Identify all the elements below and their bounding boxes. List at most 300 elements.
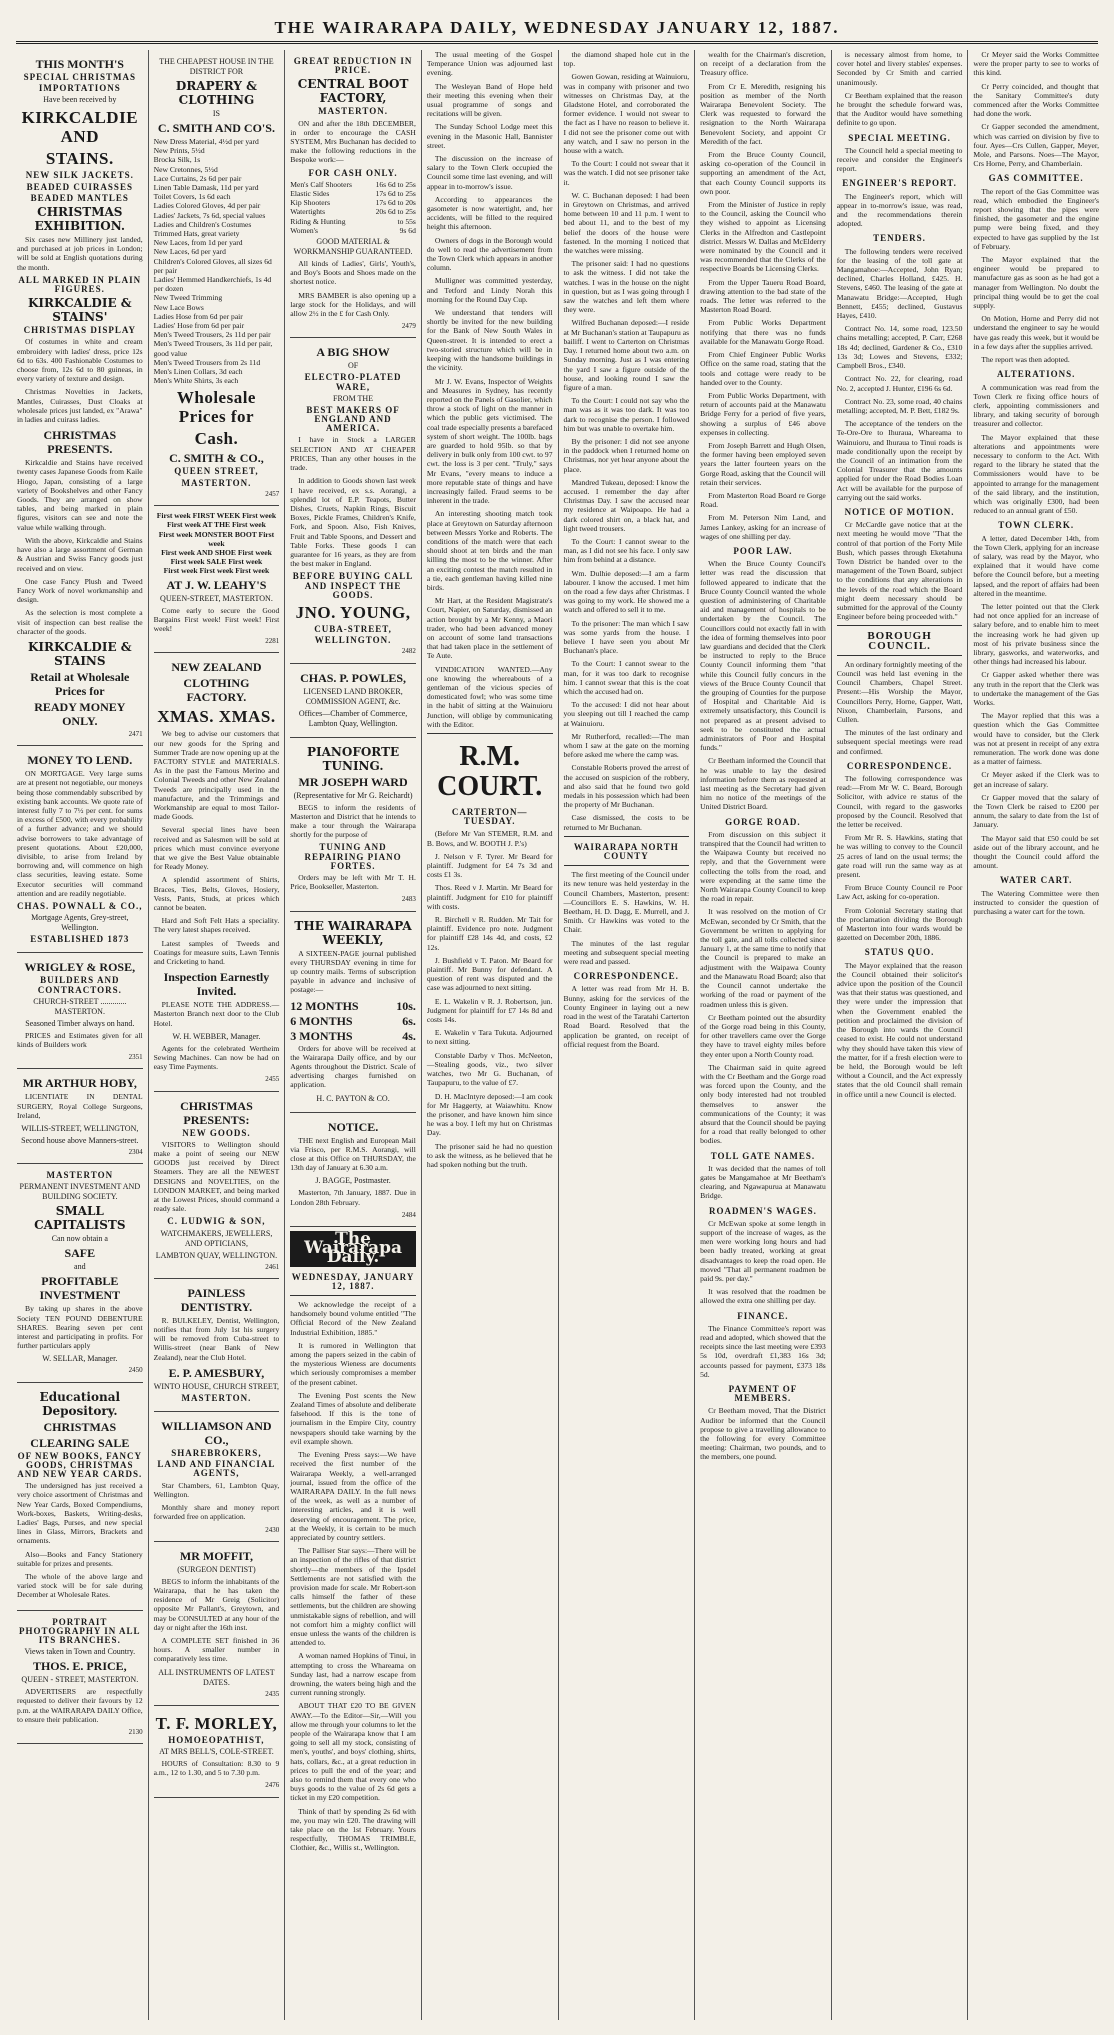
subscription-row (290, 1029, 416, 1044)
column-3 (285, 50, 422, 2020)
article-paragraph: Mulligner was committed yesterday, and Tetford and Lindy Norah this morning for the Round Day Cup. (426, 276, 553, 304)
ad-text: One case Fancy Plush and Tweed Fancy Work of novel workmanship and design. (17, 576, 143, 605)
section-heading: CORRESPONDENCE. (573, 971, 679, 982)
article-paragraph: W. C. Buchanan deposed: I had been in Greytown on Christmas, and arrived home between 10 and 11 p.m. I went to bed about 11, and to the best of my belief the doors of the house were fastened. In the morning I noticed that the watches were missing. (563, 190, 690, 256)
ad-text: LAMBTON QUAY, WELLINGTON. (155, 1250, 278, 1260)
article-paragraph: The Evening Post scents the New Zealand Times of absolute and deliberate falsehood. If this is the tone of journalism in the Empire City, country newspapers should take warning by the evil example shown. (290, 1390, 416, 1446)
article-paragraph: Owners of dogs in the Borough would do well to read the advertisement from the Town Clerk which appears in another column. (426, 235, 553, 273)
boot-item: Kip Shooters (290, 198, 331, 208)
section-heading: WATER CART. (1000, 875, 1073, 886)
ad-line: MASTERTON. (181, 477, 252, 488)
wrigley-rose-ad (17, 953, 143, 1069)
ad-number: 2435 (265, 1689, 280, 1698)
article-paragraph: From Cr E. Meredith, resigning his position as member of the North Wairarapa Benevolent Society. The Clerk was requested to forward the resignation to the North Wairarapa Benevolent Society, and appoint Cr Meredith of the fact. (700, 81, 826, 146)
ad-brand: C. SMITH AND CO'S. (157, 121, 275, 135)
price-list-item: New Lace Bows (153, 302, 204, 312)
subscription-term: 6 MONTHS (290, 1013, 353, 1028)
article-paragraph: The report of the Gas Committee was read, which embodied the Engineer's report showing that the pipes were finished, the gasometer and the engine pump were being fixed, and they expected to have gas supplied by the 1st of February. (973, 186, 1099, 251)
ad-text: Hard and Soft Felt Hats a speciality. The very latest shapes received. (153, 916, 280, 935)
building-society-ad (17, 1164, 143, 1382)
price-list-item: New Tweed Trimming (153, 293, 223, 303)
subscription-row (290, 999, 416, 1014)
ad-line: SHAREBROKERS, (171, 1448, 262, 1459)
article-paragraph: When the Bruce County Council's letter was read the discussion that followed appeared to indicate that the Bruce County Council wanted the whole question of administering of Charitable aid and management of hospitals to be undertaken by the Council. The Councillors could not exactly fall in with the idea of forming themselves into poor law guardians and decided that the Clerk be instructed to reply to the Bruce County Council informing them "that while this Council fully concurs in the views of the Bruce County Council that the grouping of Counties for the purpose of Hospital and Charitable Aid is extremely unsatisfactory, this Council is not prepared as at present advised to seek to be constituted the actual administrators of Poor and Hospital funds." (700, 559, 826, 753)
boot-price-row (290, 198, 416, 207)
ad-text: Also—Books and Fancy Stationery suitable for prizes and presents. (17, 1549, 143, 1568)
ad-brand: JNO. YOUNG, (295, 602, 411, 622)
price-list-item: New Dress Material, 4½d per yard (153, 137, 259, 146)
ad-text: WATCHMAKERS, JEWELLERS, AND OPTICIANS, (160, 1228, 273, 1248)
ad-number: 2351 (128, 1053, 143, 1062)
ad-text: Six cases new Millinery just landed, and purchased at job prices in London; will be sold at English quotations during the month. (17, 235, 143, 272)
price-list-item: Ladies Hose from 6d per pair (153, 311, 243, 321)
boot-sale-line: First week AT THE First week (166, 520, 266, 530)
ad-heading: CENTRAL BOOT FACTORY, (297, 77, 409, 106)
ad-text: Orders for above will be received at the Wairarapa Daily office, and by our Agents throughout the District. Scale of advertising charges furnished on application. (290, 1043, 416, 1090)
column-4 (422, 50, 559, 2020)
price-list-item: New Cretonnes, 5½d (153, 164, 218, 174)
boot-item: Women's (290, 225, 319, 235)
price-list-item: Ladies' Hose from 6d per pair (153, 321, 245, 331)
ad-text: All kinds of Ladies', Girls', Youth's, and Boy's Boots and Shoes made on the shortest notice. (290, 259, 416, 287)
weekly-subscription-ad (290, 912, 416, 1113)
subscription-price: 10s. (396, 998, 416, 1013)
ad-heading: Wholesale Prices for (176, 388, 256, 427)
ad-text: Of costumes in white and cream embroidery with ladies' dress, price 12s 6d to 63s. 400 Fashionable Costumes to choose from, 12s 6d to 80 guineas, in every variety of texture and design. (17, 337, 143, 384)
ad-heading: NEW ZEALAND (171, 660, 262, 675)
article-paragraph: To the accused: I did not hear about you sleeping out till I reached the camp at Wainuioru. (563, 700, 690, 728)
powles-ad (290, 664, 416, 738)
article-paragraph: The Mayor said that £50 could be set aside out of the library account, and he thought the Council could afford the amount. (973, 833, 1099, 871)
ad-text: Latest samples of Tweeds and Coatings for measure suits, Lawn Tennis and Cricketing to hand. (153, 938, 280, 966)
ad-heading: A BIG SHOW (316, 345, 390, 360)
ad-text: PLEASE NOTE THE ADDRESS.— Masterton Branch next door to the Club Hotel. (153, 1000, 280, 1028)
article-paragraph: To the Court: I could not say who the man was as it was too dark. It was too dark to recognise the person. I followed him but was unable to overtake him. (563, 396, 690, 433)
ad-sign: W. SELLAR, Manager. (42, 1354, 118, 1364)
article-paragraph: Cr Meyer asked if the Clerk was to get an increase of salary. (973, 770, 1099, 789)
ad-heading: WILLIAMSON AND CO., (161, 1419, 272, 1448)
boot-price-row (290, 189, 416, 198)
article-paragraph: Cr Gapper seconded the amendment, which was carried on division by five to four. Ayes—Crs Cullen, Gapper, Meyer, Mole, and Parsons. Noes—The Mayor, Crs Horne, Perry, and Chamberlain. (973, 122, 1099, 169)
article-paragraph: We acknowledge the receipt of a handsomely bound volume entitled "The Official Record of the New Zealand Industrial Exhibition, 1885." (290, 1300, 416, 1337)
article-paragraph: To the Court: I cannot swear to the man, as I did not see his face. I only saw him from behind at a distance. (563, 536, 690, 565)
ad-text: WINTO HOUSE, CHURCH STREET, (153, 1381, 280, 1391)
ad-text: We beg to advise our customers that our new goods for the Spring and Summer Trade are now opening up at the FACTORY STYLE and MATERIALS. As in the past the Famous Merino and Colonial Tweeds and other New Zealand Tweeds are principally used in the manufacture, and the Trimmings and Workmanship are equal to most Tailor-made Goods. (153, 729, 280, 822)
subscription-terms (290, 999, 416, 1044)
ad-text: ADVERTISERS are respectfully requested to deliver their favours by 12 p.m. at the WAIRARAPA DAILY Office, to ensure their publication. (17, 1687, 143, 1724)
price-list (154, 137, 280, 385)
ad-line: READY MONEY ONLY. (34, 699, 126, 728)
ad-text: Agents for the celebrated Wertheim Sewing Machines. Can now be had on easy Time Payments. (153, 1043, 280, 1072)
ad-text: MRS BAMBER is also opening up a large stock for the Holidays, and will allow 2½ in the £ for Cash Only. (290, 290, 416, 319)
article-paragraph: is necessary almost from home, to cover hotel and livery stables' expenses. Seconded by Cr Smith and carried unanimously. (836, 50, 963, 87)
morley-ad (154, 1706, 280, 1798)
boot-item: Men's Calf Shooters (290, 179, 352, 189)
article-paragraph: Cr McEwan spoke at some length in support of the increase of wages, as the men were working long hours and had been badly treated, working at great disadvantages to keep the road open. He moved "That all permanent roadmen be paid 9s. per day." (700, 1218, 826, 1283)
ad-text: Views taken in Town and Country. (24, 1647, 136, 1657)
article-paragraph: The minutes of the last ordinary and subsequent special meetings were read and confirmed. (836, 728, 963, 756)
ad-sign: H. C. PAYTON & CO. (316, 1093, 390, 1103)
article-paragraph: To the Court: I could not swear that it was the watch. I did not see prisoner take it. (563, 159, 690, 187)
article-paragraph: The acceptance of the tenders on the Te-Ore-Ore to Ihuraua, Whareama to Wainuioru, and Ihuraua to Tinui roads is made conditionally upon the receipt by the Council of an intimation from the Colonial Treasurer that the amounts applied for under the Road Bodies Loan Act will be available for the purpose of carrying out the said works. (836, 419, 963, 502)
article-paragraph: The Chairman said in quite agreed with the Cr Beetham and the Gorge road was forced upon the County, and the only body interested had not troubled themselves to answer the communications of the County; it was absurd that the Council should be paying for a road that really belonged to other bodies. (700, 1062, 826, 1146)
ad-text: Kirkcaldie and Stains have received twenty cases Japanese Goods from Kaile Hiogo, Japan, consisting of a large variety of Bookshelves and other Fancy Goods. They are arranged on show tables, and being marked in plain figures, visitors can see and note the value while walking through. (17, 458, 143, 532)
article-paragraph: A letter was read from Mr H. B. Bunny, asking for the services of the County Engineer in laying out a new road in the west of the Taratahi Carterton Road Board. Resolved that the application be granted, on receipt of official request from the Board. (563, 984, 690, 1049)
boot-item: Watertights (290, 207, 326, 217)
section-heading: STATUS QUO. (864, 947, 935, 958)
price-list-item: Ladies and Children's Costumes (153, 219, 252, 229)
article-paragraph: From the Minister of Justice in reply to the Council, asking the Council who they wished to appoint as Licensing Clerks in the Alfredton and Castlepoint district. Messrs W. Dallas and McElderry were nominated by the Council and it was recommended that the Clerks of the respective Boards be Licensing Clerks. (700, 200, 826, 274)
ad-sign: J. BAGGE, Postmaster. (315, 1176, 391, 1186)
ad-number: 2130 (128, 1728, 143, 1737)
subscription-term: 3 MONTHS (290, 1028, 353, 1043)
article-paragraph: Cr Beetham informed the Council that he was unable to lay the desired information before them as requested at last meeting as the Secretary had given him no notice of the meetings of the United District Board. (700, 756, 826, 812)
ad-text: The undersigned has just received a very choice assortment of Christmas and New Year Cards, Boxed Compendiums, Work-boxes, Baskets, Writing-desks, Ladies' Bags, Purses, and new special lines in Glass, Mirrors, Brackets and ornaments. (17, 1481, 143, 1546)
piano-tuning-ad (290, 738, 416, 912)
ad-text: A splendid assortment of Shirts, Braces, Ties, Belts, Gloves, Hosiery, Vests, Pants, Studs, at prices which cannot be beaten. (153, 875, 280, 912)
ad-line: BEADED MANTLES (30, 192, 129, 203)
article-paragraph: Cr Beetham moved, That the District Auditor be informed that the Council propose to give a travelling allowance to the following for every Committee meeting: Chairman, two pounds, and to the members, one pound. (700, 1406, 826, 1462)
ad-brand: AT J. W. LEAHY'S (166, 577, 267, 592)
article-paragraph: It was decided that the names of toll gates be Mangamahoe at Mr Beetham's clearing, and Ngawapurua at Manawatu Bridge. (700, 1163, 826, 1201)
boot-sale-line: First week AND SHOE First week (161, 547, 272, 557)
ad-heading: MONEY TO LEND. (27, 753, 133, 768)
ad-line: QUEEN STREET, (174, 466, 259, 477)
article-paragraph: The prisoner said he had no question to ask the witness, as he believed that he had spoken nothing but the truth. (426, 1141, 553, 1169)
price-list-item: Men's Tweed Trousers from 2s 11d (153, 357, 261, 367)
ad-text: Offices—Chamber of Commerce, Lambton Quay, Wellington. (298, 708, 408, 728)
boot-item: Riding & Hunting (290, 216, 346, 226)
article-paragraph: Cr Beetham pointed out the absurdity of the Gorge road being in this County, for other travellers came over the Gorge they have to travel eighty miles before they enter upon a North County road. (700, 1012, 826, 1059)
ad-text: PRICES and Estimates given for all kinds of Builders work (17, 1030, 143, 1049)
ad-line: Retail at Wholesale Prices for (30, 669, 130, 698)
price-list-item: Ladies' Hemmed Handkerchiefs, 1s 4d per dozen (153, 275, 272, 294)
column-2 (149, 50, 286, 2020)
court-subheading: CARTERTON—TUESDAY. (451, 807, 528, 827)
column-8 (968, 50, 1104, 2020)
article-paragraph: The Engineer's report, which will appear in to-morrow's issue, was read, and the recommendations therein adopted. (836, 191, 963, 229)
boot-price: 17s 6d to 25s (375, 189, 416, 199)
article-paragraph: A communication was read from the Town Clerk re fixing office hours of clerk, appointing commissioners and library, and taking security of borough treasurer and collector. (973, 382, 1099, 429)
boot-price: to 55s (397, 216, 416, 226)
article-paragraph: The Finance Committee's report was read and adopted, which showed that the receipts since the last meeting were £393 5s 10d, overdraft £1,383 16s 3d; accounts passed for payment, £373 18s 5d. (700, 1323, 826, 1379)
article-paragraph: Constable Darby v Thos. McNeeton,—Stealing goods, viz., two silver watches, two Mr G. Buchanan, of Taupapuru, to the value of £7. (426, 1050, 553, 1088)
ad-heading: PORTRAIT PHOTOGRAPHY IN ALL ITS BRANCHES. (19, 1616, 141, 1646)
article-paragraph: The Wesleyan Band of Hope held their meeting this evening when their usual programme of songs and recitations will be given. (426, 81, 553, 119)
price-list-item: Trimmed Hats, great variety (153, 229, 240, 239)
section-heading: POOR LAW. (733, 545, 793, 556)
subscription-price: 6s. (402, 1013, 416, 1028)
ad-heading: THIS MONTH'S (35, 57, 124, 71)
money-to-lend-ad (17, 746, 143, 953)
ad-number: 2483 (401, 895, 416, 904)
ad-text: LICENSED LAND BROKER, COMMISSION AGENT, &c. (303, 686, 403, 706)
ad-text: CHURCH-STREET ............. MASTERTON. (33, 996, 127, 1016)
boot-sale-ad (154, 506, 280, 653)
ad-brand: STAINS. (45, 149, 114, 169)
ad-heading: CLEARING SALE (30, 1435, 130, 1450)
article-paragraph: the diamond shaped hole cut in the top. (563, 50, 690, 69)
article-paragraph: Cr Gapper asked whether there was any truth in the report that the Clerk was to undertake the management of the Gas Works. (973, 670, 1099, 707)
ad-text: AT MRS BELL'S, COLE-STREET. (159, 1746, 274, 1756)
article-paragraph: The Mayor explained that the engineer would be prepared to manufacture gas as soon as he had got a manager from Wellington. No doubt the principal thing would be to get the coal supply. (973, 255, 1099, 311)
article-paragraph: E. Wakelin v Tara Tukuta. Adjourned to next sitting. (426, 1028, 553, 1047)
article-paragraph: Wilfred Buchanan deposed:—I reside at Mr Buchanan's station at Taupapuru as bailiff. I went to Carterton on Christmas Day. I returned home about two a.m. on Sunday morning. Just as I was entering the yard I saw a figure outside of the house, and looking round I saw the figure of a man. (563, 318, 690, 392)
subscription-row (290, 1014, 416, 1029)
article-paragraph: From M. Peterson Nim Land, and James Lankey, asking for an increase of wages of one shilling per day. (700, 513, 826, 541)
article-paragraph: From Bruce County Council re Poor Law Act, asking for co-operation. (836, 883, 963, 902)
article-paragraph: A letter, dated December 14th, from the Town Clerk, applying for an increase of salary, was read by the Mayor, who explained that it would have come before the Council before, but a meeting lapsed, and the report of affairs had been altered in the meantime. (973, 533, 1099, 598)
ad-text: A COMPLETE SET finished in 36 hours. A smaller number in comparatively less time. (153, 1635, 280, 1664)
ad-brand: THOS. E. PRICE, (32, 1659, 127, 1674)
price-list-item: Ladies Colored Gloves, 4d per pair (153, 201, 261, 211)
price-list-item: Children's Colored Gloves, all sizes 6d per pair (153, 256, 272, 275)
ad-heading: CHRISTMAS (43, 1419, 117, 1434)
ad-heading: XMAS. XMAS. (157, 707, 276, 727)
section-heading: TENDERS. (873, 233, 926, 244)
article-paragraph: From Joseph Barrett and Hugh Olsen, the former having been employed seven years the latter fourteen years on the Gorge Road, asking that the Council will retain their services. (700, 440, 826, 487)
article-paragraph: The Mayor explained that the reason the Council obtained their solicitor's advice upon the position of the Council was that their status was questioned, and they were under the impression that when the Government enabled the petition and proclaimed the division of the Borough into wards the Council ceased to exist. He could not understand why they should have taken this view of the matter, for if a fresh election were to be held, the Borough would be left without a Council, and the Act expressly states that the old Council shall remain in office until a new Council is elected. (836, 960, 963, 1099)
article-paragraph: The minutes of the last regular meeting and subsequent special meeting were read and passed. (563, 938, 690, 967)
ad-number: 2476 (265, 1781, 280, 1790)
ad-heading: CHRISTMAS DISPLAY (23, 325, 137, 336)
ad-number: 2457 (265, 489, 280, 498)
ad-text: Monthly share and money report forwarded free on application. (153, 1503, 280, 1522)
article-paragraph: Wm. Dulhie deposed:—I am a farm labourer. I know the accused. I met him on the road a few days after Christmas. I was going to my work. He showed me a watch and offered to sell it to me. (563, 568, 690, 615)
article-paragraph: From Masterton Road Board re Gorge Road. (700, 490, 826, 510)
ad-text: WILLIS-STREET, WELLINGTON, (21, 1124, 139, 1133)
article-paragraph: A woman named Hopkins of Tinui, in attempting to cross the Whareama on Sunday last, had a narrow escape from drowning, the waters being high and the current running strongly. (290, 1651, 416, 1698)
ad-number: 2479 (401, 322, 416, 331)
article-paragraph: To the Court: I cannot swear to the man, for it was too dark to recognise him. I cannot swear that this is the coat which the accused had on. (563, 659, 690, 696)
ad-line: WELLINGTON. (314, 635, 392, 646)
article-paragraph: E. L. Wakelin v R. J. Robertson, jun. Judgment for plaintiff for £7 14s 8d and costs 14s. (426, 996, 553, 1025)
boot-sale-line: First week FIRST WEEK First week (156, 511, 277, 521)
section-heading: ENGINEER'S REPORT. (842, 178, 957, 189)
price-list-item: Men's White Shirts, 3s each (153, 376, 239, 386)
ad-line: MASTERTON. (318, 106, 388, 117)
section-heading: BOROUGH COUNCIL. (867, 630, 932, 652)
article-paragraph: Contract No. 14, some road, 123.50 chains metalling; accepted, P. Carr, £268 18s 4d; declined, Gardener & Co., £310 13s 3d; Lowes and Stevens, £332; Campbell Bros., £340. (836, 324, 963, 371)
column-1 (12, 50, 149, 2020)
article-paragraph: From Chief Engineer Public Works Office on the same road, stating that the tools and cottage were ready to be handed over to the County. (700, 350, 826, 387)
ad-heading: NOTICE. (327, 1119, 379, 1134)
article-paragraph: The Council held a special meeting to receive and consider the Engineer's report. (836, 145, 963, 174)
article-paragraph: From Public Works Department notifying that there was no funds available for the Manawatu Gorge Road. (700, 318, 826, 346)
ad-text: Seasoned Timber always on hand. (25, 1018, 135, 1028)
section-heading: CORRESPONDENCE. (846, 760, 953, 771)
ad-brand: KIRKCALDIE & STAINS (28, 639, 132, 668)
article-paragraph: Cr Beetham explained that the reason he brought the schedule forward was, that the Auditor would have something definite to go upon. (836, 90, 963, 128)
boot-price-row (290, 226, 416, 235)
ad-heading: SMALL CAPITALISTS (34, 1204, 126, 1233)
article-paragraph: Cr Perry coincided, and thought that the Sanitary Committee's duty commenced after the Works Committee had done the work. (973, 81, 1099, 119)
ad-heading: PAINLESS DENTISTRY. (180, 1285, 253, 1314)
article-paragraph: We understand that tenders will shortly be invited for the new building for the Bank of New South Wales in Queen-street. It is intended to erect a two-storied structure which will be in keeping with the handsome buildings in the vicinity. (426, 308, 553, 373)
section-heading: TOLL GATE NAMES. (710, 1150, 816, 1161)
section-heading: ROADMEN'S WAGES. (709, 1205, 817, 1216)
article-paragraph: It is rumored in Wellington that among the papers seized in the cabin of the mysterious Wieness are documents which seriously compromises a member of the present cabinet. (290, 1340, 416, 1387)
ad-text: Christmas Novelties in Jackets, Mantles, Cuirasses, Dust Cloaks at wholesale prices just landed, ex "Arawa" in ladies and cuirass ladies. (17, 387, 143, 425)
article-paragraph: On Motion, Horne and Perry did not understand the engineer to say he would have gas ready this week, but it would be in a few days after the supplies arrived. (973, 314, 1099, 351)
ad-line: BEADED CUIRASSES (26, 181, 133, 192)
ad-brand: C. SMITH & CO., (169, 451, 264, 466)
arthur-hoby-ad (17, 1069, 143, 1164)
article-paragraph: VINDICATION WANTED.—Any one knowing the whereabouts of a gentleman of the vicious species of domesticated fowl; who was some time in the habit of sitting at the Wainuioru Junction, will oblige by communicating with the Editor. (426, 664, 553, 729)
ad-heading: MR ARTHUR HOBY, (22, 1076, 137, 1091)
ad-text: (SURGEON DENTIST) (177, 1564, 256, 1574)
ad-text: Several special lines have been received and as Salesmen will be sold at prices which must convince everyone that we give the Best Value obtainable for Ready Money. (153, 825, 280, 872)
ad-sign: W. H. WEBBER, Manager. (172, 1031, 261, 1041)
article-paragraph: R. Birchell v R. Rudden. Mr Tait for plaintiff. Evidence pro note. Judgment for plaintiff £28 14s 4d, and costs, £2 12s. (426, 915, 553, 952)
ad-heading: Educational Depository. (39, 1389, 121, 1418)
ad-text: HOURS of Consultation: 8.30 to 9 a.m., 12 to 1.30, and 5 to 7.30 p.m. (153, 1758, 280, 1778)
ad-heading: Inspection Earnestly Invited. (163, 970, 270, 999)
article-paragraph: Contract No. 23, some road, 40 chains metalling; accepted, M. P. Bett, £182 9s. (836, 396, 963, 415)
section-heading: ALTERATIONS. (997, 369, 1076, 380)
article-paragraph: It was resolved on the motion of Cr McEwan, seconded by Cr Smith, that the Government be written to applying for the toll gate, and all tolls collected since January 1, at the same time to notify that the Council is prepared to make an adjustment with the Waipawa County and the Manawatu Road Board; also that the Council cannot undertake the working of the road or payment of the roadmen unless this is given. (700, 907, 826, 1009)
ad-text: In addition to Goods shown last week I have received, ex s.s. Aorangi, a splendid lot of E.P. Teapots, Butter Dishes, Cruets, Napkin Rings, Biscuit Boxes, Pickle Frames, Children's Knife, Fork, and Spoon. Also, Fish Knives, Fruit and Table Spoons, and Dessert and Table Forks. These goods I can guarantee for 16 years, as they are from the best maker in England. (290, 476, 416, 569)
ad-line: ESTABLISHED 1873 (30, 934, 130, 945)
clothing-factory-ad (154, 653, 280, 1091)
ad-heading: CHRISTMAS PRESENTS. (43, 428, 117, 457)
article-paragraph: wealth for the Chairman's discretion, on receipt of a declaration from the Treasury office. (700, 50, 826, 78)
article-paragraph: According to appearances the gasometer is now watertight, and, her accidents, will be filled to the required height this afternoon. (426, 194, 553, 232)
issue-date: WEDNESDAY, JANUARY 12, 1887. (291, 1271, 415, 1291)
ad-text: Star Chambers, 61, Lambton Quay, Wellington. (153, 1480, 280, 1499)
ad-number: 2455 (265, 1075, 280, 1084)
article-paragraph: The prisoner said: I had no questions to ask the witness. I did not take the watches. I was in the house on the night in question, but as I was going through I saw the watches and left them where they were. (563, 259, 690, 315)
divider (837, 625, 963, 626)
ad-brand: E. P. AMESBURY, (168, 1365, 265, 1380)
ad-line: ALL MARKED IN PLAIN FIGURES. (18, 274, 142, 295)
ad-text: With the above, Kirkcaldie and Stains have also a large assortment of German & Austrian and Swiss Fancy goods just received and on view. (17, 535, 143, 573)
masthead: THE WAIRARAPA DAILY, WEDNESDAY JANUARY 12, 1887. (16, 8, 1098, 44)
article-paragraph: To the prisoner: The man which I saw was some yards from the house. I believe I have seen you about Mr Buchanan's place. (563, 618, 690, 656)
section-heading: FINANCE. (737, 1310, 789, 1321)
ad-heading: PERMANENT INVESTMENT AND BUILDING SOCIETY. (19, 1182, 141, 1202)
ad-sign: CHAS. POWNALL & CO., (17, 900, 143, 911)
ad-heading: ELECTRO-PLATED WARE, (304, 372, 402, 392)
price-list-item: Men's Linen Collars, 3d each (153, 367, 243, 377)
price-list-item: Brocka Silk, 1s (153, 155, 201, 165)
ad-text: QUEEN-STREET, MASTERTON. (160, 593, 273, 603)
ad-text: ON MORTGAGE. Very large sums are at present not negotiable, our moneys being those commendably subscribed by existing bank accounts. We quote rate of interest fully 7 to 7½ per cent. for sums in excess of £500, with every probability of a further advance; and we should advise borrowers to take advantage of present quotations. About £20,000, divisible, to arise from Ireland by borrowing and, will commence on high class securities, leaving estate. Some Executor securities will command attention and are readily negotiable. (17, 769, 143, 898)
ad-brand: KIRKCALDIE AND (21, 108, 139, 147)
ad-text: Orders may be left with Mr T. H. Price, Bookseller, Masterton. (290, 872, 416, 892)
ad-number: 2482 (401, 647, 416, 656)
educational-depository-ad (17, 1383, 143, 1611)
mail-notice-ad (290, 1113, 416, 1227)
section-heading: WAIRARAPA NORTH COUNTY (573, 841, 679, 862)
electro-plate-ad (290, 338, 416, 663)
ad-text: Masterton, 7th January, 1887. Due in London 28th February. (290, 1188, 416, 1207)
ad-heading: WRIGLEY & ROSE, (24, 960, 136, 975)
ad-number: 2471 (128, 729, 143, 738)
christmas-presents-ad (154, 1092, 280, 1279)
ad-line: BEFORE BUYING CALL AND INSPECT THE GOODS. (292, 571, 414, 600)
court-heading: R.M. COURT. (437, 741, 543, 803)
article-paragraph: The following correspondence was read:—From Mr W. C. Beard, Borough Solicitor, with advice re status of the Council, with regard to the gasworks proposed by the Council. Resolved that the letter be received. (836, 774, 963, 830)
article-paragraph: An interesting shooting match took place at Greytown on Saturday afternoon between Messrs Yorke and Roberts. The conditions of the match were that each should shoot at ten birds and the man killing the most to be the winner. After an exciting contest the match resulted in a tie, each gentleman having killed nine birds. (426, 509, 553, 592)
article-paragraph: The Watering Committee were then instructed to consider the question of purchasing a water cart for the town. (973, 888, 1099, 917)
article-paragraph: From discussion on this subject it transpired that the Council had written to the Waipawa County but received no reply, and that the Government were collecting the tolls from the road, and were expending at the same time the North Wairarapa County Council to keep the road in repair. (700, 829, 826, 904)
ad-heading: IMPORTATIONS (38, 83, 121, 94)
ad-text: BEGS to inform the residents of Masterton and District that he intends to make a tour through the Wairarapa shortly for the purpose of (290, 802, 416, 840)
ad-line: LAND AND FINANCIAL AGENTS, (157, 1459, 276, 1479)
article-paragraph: The Evening Press says:—We have received the first number of the Wairarapa Weekly, a well-arranged journal, issued from the office of the WAIRARAPA DAILY. In the full news of the week, as well as a number of interesting articles, and it is well deserving of encouragement. The price, at the Weekly, it is certain to be much appreciated by country settlers. (290, 1450, 416, 1542)
moffit-ad (154, 1542, 280, 1706)
ad-heading: CHRISTMAS EXHIBITION. (34, 205, 126, 234)
article-paragraph: Think of that! by spending 2s 6d with me, you may win £20. The drawing will take place on the 1st February. Yours respectfully, THOMAS TRIMBLE, Clothier, &c., Willis st., Wellington. (290, 1806, 416, 1853)
ad-line: NEW SILK JACKETS. (25, 170, 134, 181)
boot-price-row (290, 217, 416, 226)
ad-line: IS (212, 109, 220, 118)
article-paragraph: (Before Mr Van STEMER, R.M. and B. Bows, and W. BOOTH J. P.'s) (426, 829, 553, 848)
ad-text: GOOD MATERIAL & WORKMANSHIP GUARANTEED. (293, 237, 413, 257)
ad-heading: SPECIAL CHRISTMAS (23, 72, 136, 82)
newspaper-columns (12, 50, 1104, 2020)
article-paragraph: Case dismissed, the costs to be returned to Mr Buchanan. (563, 813, 690, 832)
ad-heading: Cash. (194, 429, 239, 449)
boot-price: 20s 6d to 25s (375, 207, 416, 217)
ad-text: THE next English and European Mail via Frisco, per R.M.S. Aorangi, will close at this Office on THURSDAY, the 13th day of January at 6.30 a.m. (290, 1135, 416, 1173)
article-paragraph: Cr McCardle gave notice that at the next meeting he would move "That the control of that portion of the Forty Mile Bush, which passes through Eketahuna Town District be handed over to the management of the Town Board, subject to the conditions that any alterations in the levels of the road which the Board might deem necessary should be submitted for the approval of the County Engineer before being proceeded with." (836, 520, 963, 622)
article-paragraph: The usual meeting of the Gospel Temperance Union was adjourned last evening. (426, 50, 553, 78)
article-paragraph: Constable Roberts proved the arrest of the accused on suspicion of the robbery, and also said that he found two gold medals in his possession which had been the property of Mr Buchanan. (563, 763, 690, 810)
column-5 (559, 50, 696, 2020)
section-heading: GAS COMMITTEE. (988, 173, 1084, 184)
ad-number: 2430 (265, 1525, 280, 1534)
article-paragraph: The letter pointed out that the Clerk had not once applied for an increase of salary before, and to enable him to meet the increasing work he had given up most of his private business since the library, gasworks, and waterworks, and other things had increased his labour. (973, 601, 1099, 667)
ad-sign: C. LUDWIG & SON, (167, 1216, 266, 1227)
section-heading: SPECIAL MEETING. (848, 132, 951, 143)
article-paragraph: The discussion on the increase of salary to the Town Clerk occupied the Council some time last evening, and will appear in to-morrow's issue. (426, 154, 553, 191)
article-paragraph: It was resolved that the roadmen be allowed the extra one shilling per day. (700, 1287, 826, 1306)
ad-heading: MASTERTON (46, 1170, 114, 1181)
ad-text: ON and after the 18th DECEMBER, in order to encourage the CASH SYSTEM, Mrs Buchanan has decided to make the following reductions in the Bespoke work:— (290, 118, 416, 165)
boot-sale-line: First week SALE First week (170, 557, 263, 567)
ad-text: As the selection is most complete a visit of inspection can best realise the character of the goods. (17, 608, 143, 636)
boot-item: Elastic Sides (290, 189, 330, 199)
boot-price: 9s 6d (399, 225, 416, 235)
article-paragraph: Mr J. W. Evans, Inspector of Weights and Measures in Sydney, has recently reported on the Panels of Gasolier, which throw a stock of light on the manner in which the public gets victimised. The coal trade especially presents a barefaced system of short weight. The 100lb. bags are guarded to hold 95lb. so that by delivery in bulk only from 100 cwt. to 97 cwt. the loss is 3 per cent. "Truly," says Mr Evans, "every means to induce a more reputable state of things and have increasingly failed. Fraud seems to be inherent in the trade. (426, 376, 553, 506)
ad-line: TUNING AND REPAIRING PIANO FORTES. (304, 842, 402, 871)
article-paragraph: Gowen Gowan, residing at Wainuioru, was in company with prisoner and two witnesses on Christmas Day, at the Gladstone Hotel, and corroborated the former evidence. I would not swear to the fact as I have no reason to believe it. I did not see the prisoner come out with any watch, and I saw no person in the house with a watch. (563, 72, 690, 156)
ad-brand: CHAS. P. POWLES, (300, 670, 407, 685)
kirkcaldie-importations-ad (17, 50, 143, 746)
divider (427, 733, 553, 734)
section-heading: GORGE ROAD. (725, 816, 801, 827)
price-list-item: New Laces, from 1d per yard (153, 238, 243, 248)
ad-number: 2450 (128, 1366, 143, 1375)
article-paragraph: The Mayor replied that this was a question which the Gas Committee would have to consider, but the Clerk was not at present in receipt of any extra remuneration. The work done was done as a matter of fairness. (973, 711, 1099, 767)
divider (564, 865, 690, 866)
price-list-item: New Prints, 5½d (153, 146, 205, 156)
price-list-item: New Laces, 6d per yard (153, 247, 226, 257)
photography-ad (17, 1611, 143, 1745)
article-paragraph: The Palliser Star says:—There will be an inspection of the rifles of that district shortly—the members of the Ipsdel Settlements are not satisfied with the provision made for scale. Mr Robert-son calls himself the father of these settlements, but the children are showing unmistakable signs of rebellion, and will not comfort him a mighty conflict will ensue unless the wants of the children is attended to. (290, 1546, 416, 1648)
article-paragraph: D. H. MacIntyre deposed:—I am cook for Mr Haggerty, at Waiawhitu. Know the prisoner, and have known him since he was a boy. I left my hut on Christmas Day. (426, 1091, 553, 1138)
boot-price-list (290, 180, 416, 235)
price-list-item: Men's Tweed Trousers, 2s 11d per pair (153, 330, 271, 340)
divider (837, 655, 963, 656)
ad-text: Mortgage Agents, Grey-street, Wellington. (31, 913, 129, 933)
boot-price-row (290, 180, 416, 189)
ad-heading: THE CHEAPEST HOUSE IN THE DISTRICT FOR (159, 57, 274, 76)
boot-factory-ad (290, 50, 416, 338)
ad-text: By taking up shares in the above Society TEN POUND DEBENTURE SHARES. Bearing seven per cent interest and participating in profits. For further particulars apply (17, 1304, 143, 1351)
